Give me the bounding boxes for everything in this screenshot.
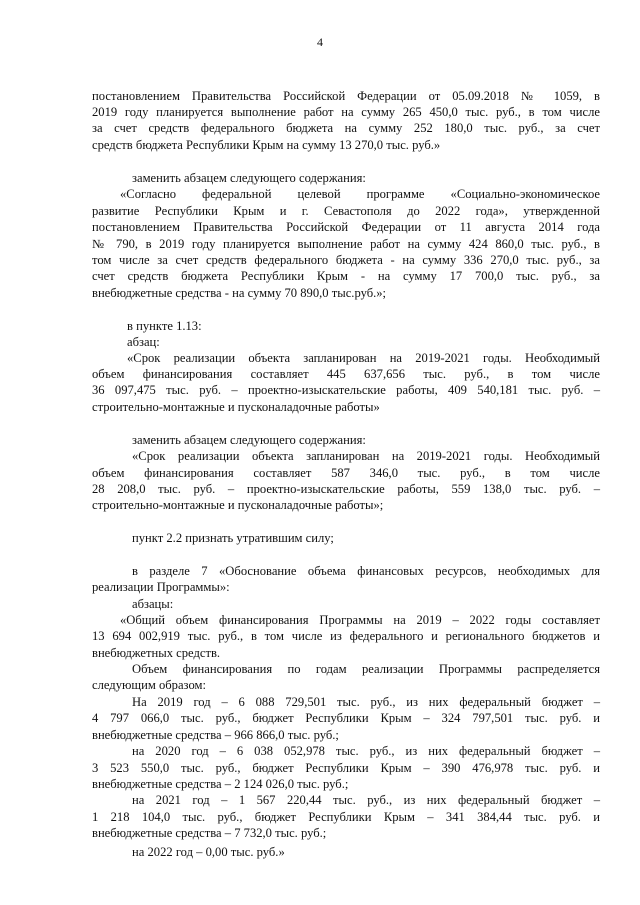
text-line: строительно-монтажные и пусконаладочные работы» (92, 400, 380, 414)
text-line: внебюджетные средства – 7 732,0 тыс. руб.; (92, 826, 327, 840)
text-line: абзац: (127, 335, 160, 349)
text-line: № 790, в 2019 году планируется выполнение работ на сумму 424 860,0 тыс. руб., в (92, 237, 600, 251)
text-line: 1 218 104,0 тыс. руб., бюджет Республики Крым – 341 384,44 тыс. руб. и (92, 810, 600, 824)
text-line: на 2020 год – 6 038 052,978 тыс. руб., из них федеральный бюджет – (132, 744, 600, 758)
text-line: «Общий объем финансирования Программы на 2019 – 2022 годы составляет (120, 613, 600, 627)
text-line: 3 523 550,0 тыс. руб., бюджет Республики Крым – 390 476,978 тыс. руб. и (92, 761, 600, 775)
text-line: 28 208,0 тыс. руб. – проектно-изыскательские работы, 559 138,0 тыс. руб. – (92, 482, 600, 496)
text-line: на 2021 год – 1 567 220,44 тыс. руб., из них федеральный бюджет – (132, 793, 600, 807)
text-line: объем финансирования составляет 587 346,0 тыс. руб., в том числе (92, 466, 600, 480)
text-line: счет средств бюджета Республики Крым - на сумму 17 700,0 тыс. руб., за (92, 269, 600, 283)
text-line: На 2019 год – 6 088 729,501 тыс. руб., из них федеральный бюджет – (132, 695, 600, 709)
text-line: 36 097,475 тыс. руб. – проектно-изыскательские работы, 409 540,181 тыс. руб. – (92, 383, 600, 397)
text-line: в пункте 1.13: (127, 319, 202, 333)
text-line: Объем финансирования по годам реализации Программы распределяется (132, 662, 600, 676)
text-line: заменить абзацем следующего содержания: (132, 433, 366, 447)
text-line: средств бюджета Республики Крым на сумму 13 270,0 тыс. руб.» (92, 138, 441, 152)
text-line: том числе за счет средств федерального бюджета - на сумму 336 270,0 тыс. руб., за (92, 253, 600, 267)
page-number: 4 (317, 35, 323, 49)
text-line: «Срок реализации объекта запланирован на 2019-2021 годы. Необходимый (127, 351, 600, 365)
text-line: внебюджетные средства – 2 124 026,0 тыс. руб.; (92, 777, 349, 791)
text-line: внебюджетные средства - на сумму 70 890,0 тыс.руб.»; (92, 286, 387, 300)
text-line: на 2022 год – 0,00 тыс. руб.» (132, 845, 285, 859)
text-line: реализации Программы»: (92, 580, 230, 594)
text-line: внебюджетных средств. (92, 646, 221, 660)
text-line: объем финансирования составляет 445 637,656 тыс. руб., в том числе (92, 367, 600, 381)
text-line: 4 797 066,0 тыс. руб., бюджет Республики Крым – 324 797,501 тыс. руб. и (92, 711, 600, 725)
text-line: развитие Республики Крым и г. Севастополя до 2022 года», утвержденной (92, 204, 600, 218)
text-line: за счет средств федерального бюджета на сумму 252 180,0 тыс. руб., за счет (92, 121, 600, 135)
text-line: «Срок реализации объекта запланирован на 2019-2021 годы. Необходимый (132, 449, 600, 463)
text-line: 2019 году планируется выполнение работ на сумму 265 450,0 тыс. руб., в том числе (92, 105, 600, 119)
text-line: внебюджетные средства – 966 866,0 тыс. руб.; (92, 728, 339, 742)
text-line: постановлением Правительства Российской Федерации от 05.09.2018 № 1059, в (92, 89, 600, 103)
text-line: строительно-монтажные и пусконаладочные работы»; (92, 498, 384, 512)
text-line: «Согласно федеральной целевой программе «Социально-экономическое (120, 187, 600, 201)
text-line: заменить абзацем следующего содержания: (132, 171, 366, 185)
text-line: в разделе 7 «Обоснование объема финансовых ресурсов, необходимых для (132, 564, 600, 578)
text-line: 13 694 002,919 тыс. руб., в том числе из федерального и регионального бюджетов и (92, 629, 600, 643)
text-line: абзацы: (132, 597, 174, 611)
text-line: постановлением Правительства Российской Федерации от 11 августа 2014 года (92, 220, 600, 234)
text-line: пункт 2.2 признать утратившим силу; (132, 531, 334, 545)
text-line: следующим образом: (92, 678, 206, 692)
